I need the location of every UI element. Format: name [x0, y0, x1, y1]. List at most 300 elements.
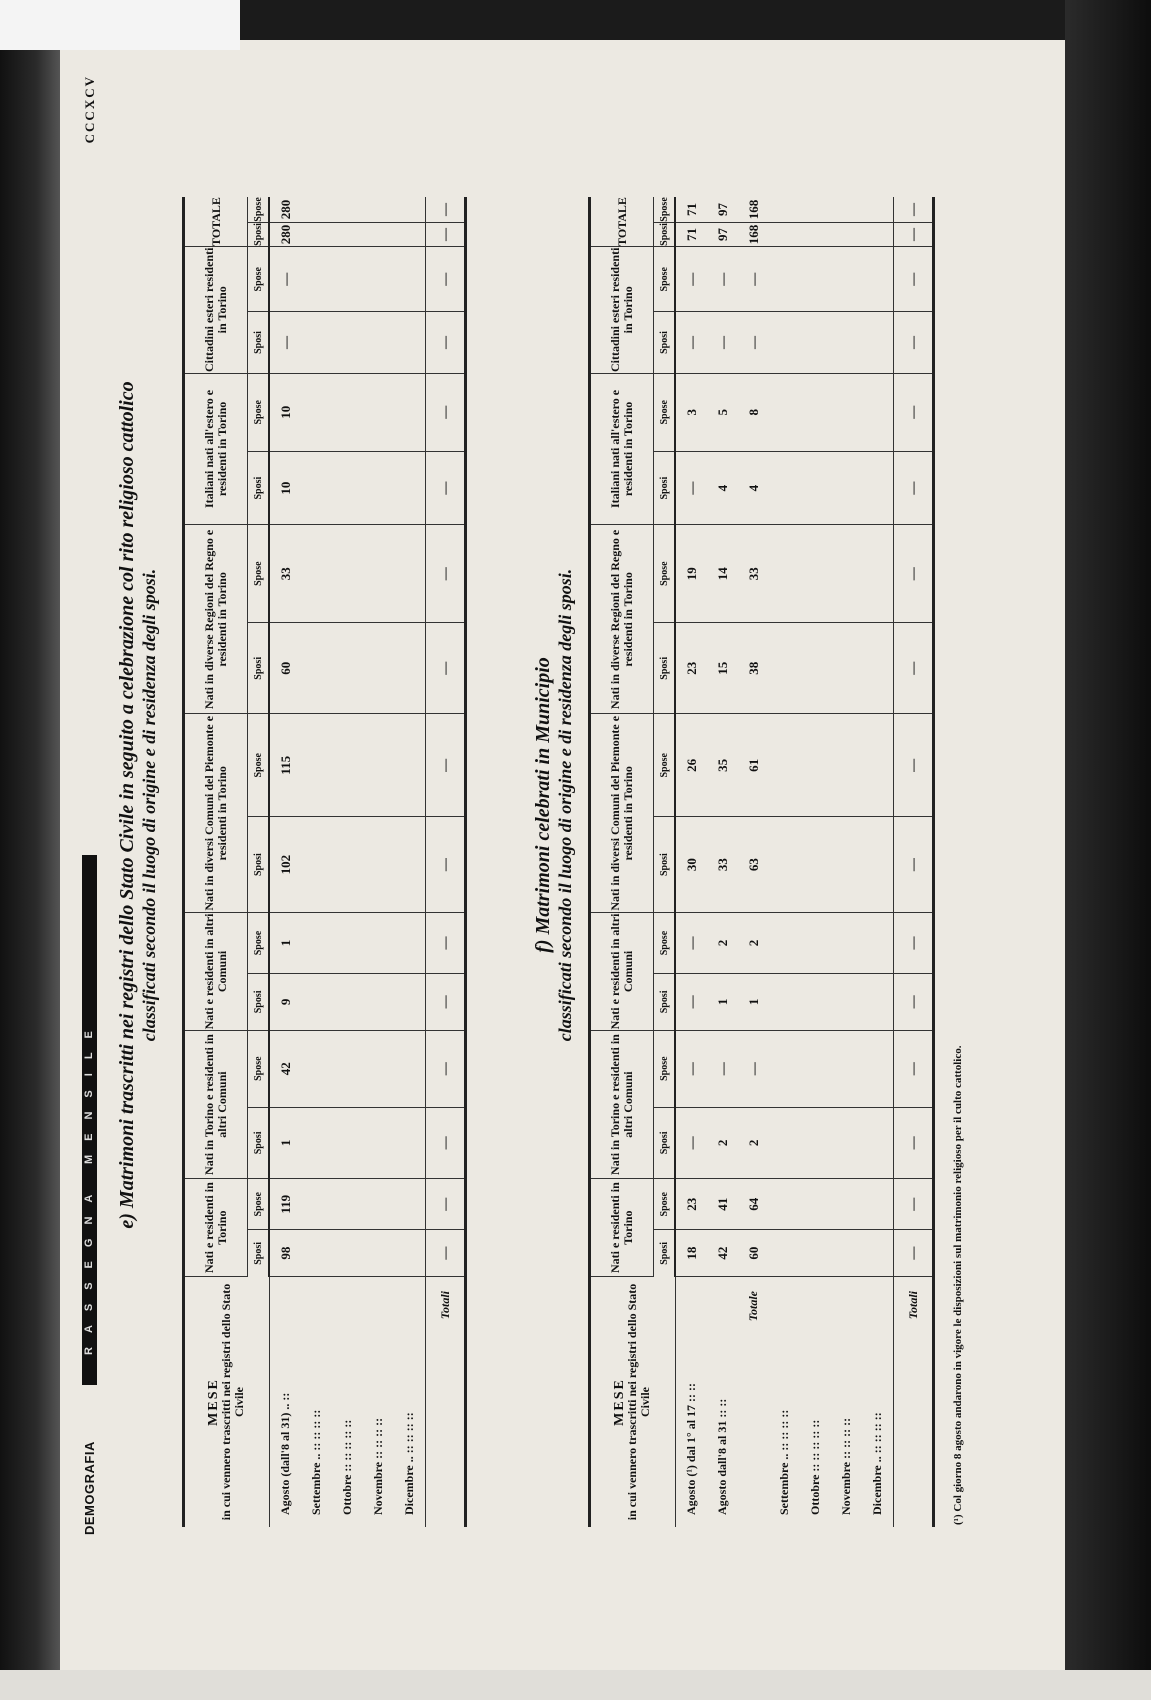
row-label: Dicembre .. :: :: :: :: — [402, 1412, 416, 1515]
subheader-spose: Spose — [654, 525, 676, 623]
subheader-sposi: Sposi — [654, 222, 676, 246]
subheader-sposi: Sposi — [654, 817, 676, 913]
group-header: Nati e residenti in altri Comuni — [590, 913, 654, 1031]
table-cell — [301, 222, 332, 246]
row-label: Novembre :: :: :: :: — [839, 1417, 853, 1515]
table-cell — [862, 451, 894, 524]
table-row — [394, 197, 426, 1527]
month-header-title: MESE — [612, 1378, 628, 1426]
table-cell — [800, 197, 831, 222]
table-cell — [394, 1230, 426, 1277]
table-cell — [301, 973, 332, 1030]
month-header — [590, 1277, 676, 1528]
group-header: TOTALE — [184, 197, 248, 247]
table-cell — [363, 197, 394, 222]
table-cell: 14 — [707, 525, 738, 623]
group-header: Nati e residenti in Torino — [590, 1179, 654, 1277]
table-cell — [862, 973, 894, 1030]
subheader-spose: Spose — [248, 247, 270, 312]
table-cell — [862, 1107, 894, 1179]
table-cell — [394, 197, 426, 222]
table-cell: 23 — [675, 623, 707, 714]
table-cell: 60 — [269, 623, 301, 714]
table-cell — [301, 623, 332, 714]
table-cell — [363, 312, 394, 373]
table-cell — [394, 222, 426, 246]
table-cell — [831, 222, 862, 246]
table-row — [769, 197, 800, 1527]
table-cell — [862, 714, 894, 817]
table-f-title-line2: classificati secondo il luogo di origine e di residenza degli sposi. — [555, 568, 575, 1042]
table-cell — [831, 1107, 862, 1179]
group-header: Nati in diverse Regioni del Regno e residenti in Torino — [184, 525, 248, 714]
subheader-spose: Spose — [654, 1030, 676, 1107]
table-cell: 63 — [738, 817, 769, 913]
table-cell — [332, 714, 363, 817]
table-cell — [862, 373, 894, 451]
table-cell — [769, 451, 800, 524]
table-cell: 38 — [738, 623, 769, 714]
table-cell — [769, 247, 800, 312]
table-cell — [394, 973, 426, 1030]
table-e-title — [116, 75, 160, 1535]
row-label: Agosto (¹) dal 1° al 17 :: :: — [683, 1382, 698, 1515]
month-header-title: MESE — [206, 1378, 222, 1426]
table-cell — [394, 451, 426, 524]
table-cell — [332, 913, 363, 974]
table-cell: — — [675, 312, 707, 373]
table-cell — [769, 222, 800, 246]
totals-cell: — — [426, 913, 466, 974]
table-f — [588, 197, 935, 1527]
table-cell — [831, 1030, 862, 1107]
totals-cell: — — [426, 714, 466, 817]
table-cell — [394, 373, 426, 451]
totals-cell: — — [426, 817, 466, 913]
table-cell — [394, 312, 426, 373]
table-cell: 5 — [707, 373, 738, 451]
totals-cell: — — [894, 247, 934, 312]
table-cell — [301, 817, 332, 913]
group-header: Nati in Torino e residenti in altri Comuni — [184, 1030, 248, 1178]
table-cell — [800, 312, 831, 373]
table-cell — [800, 1230, 831, 1277]
table-cell: 10 — [269, 451, 301, 524]
table-cell — [363, 247, 394, 312]
table-cell: 35 — [707, 714, 738, 817]
table-cell: 64 — [738, 1179, 769, 1230]
subheader-sposi: Sposi — [248, 1107, 270, 1179]
group-header: Nati in diverse Regioni del Regno e residenti in Torino — [590, 525, 654, 714]
totals-cell: — — [426, 197, 466, 222]
totals-cell: — — [426, 1179, 466, 1230]
table-cell — [800, 247, 831, 312]
table-cell — [332, 222, 363, 246]
table-cell: 102 — [269, 817, 301, 913]
table-cell — [363, 451, 394, 524]
table-cell — [769, 623, 800, 714]
totals-cell: — — [894, 525, 934, 623]
table-cell — [862, 817, 894, 913]
table-cell — [394, 525, 426, 623]
right-scan-border — [1065, 0, 1151, 1700]
group-header: Nati in Torino e residenti in altri Comuni — [590, 1030, 654, 1178]
totals-cell: — — [426, 525, 466, 623]
group-header: Nati in diversi Comuni del Piemonte e residenti in Torino — [184, 714, 248, 913]
table-cell — [332, 1030, 363, 1107]
table-cell — [394, 1030, 426, 1107]
table-cell: — — [675, 1030, 707, 1107]
table-cell — [769, 714, 800, 817]
table-cell: 41 — [707, 1179, 738, 1230]
table-cell — [301, 1230, 332, 1277]
totals-cell: — — [894, 312, 934, 373]
subheader-sposi: Sposi — [248, 451, 270, 524]
group-header: Cittadini esteri residenti in Torino — [590, 247, 654, 374]
table-cell: 119 — [269, 1179, 301, 1230]
subheader-sposi: Sposi — [248, 1230, 270, 1277]
table-cell — [831, 247, 862, 312]
month-header-subtitle: in cui vennero trascritti nei registri dello Stato Civile — [219, 1283, 247, 1521]
table-cell — [363, 623, 394, 714]
totals-label: Totali — [426, 1277, 466, 1528]
table-cell — [394, 913, 426, 974]
row-label: Ottobre :: :: :: :: :: — [808, 1419, 822, 1515]
table-cell — [862, 623, 894, 714]
table-cell: 19 — [675, 525, 707, 623]
table-cell — [769, 973, 800, 1030]
totals-cell: — — [426, 451, 466, 524]
table-cell — [332, 451, 363, 524]
table-row — [800, 197, 831, 1527]
subheader-sposi: Sposi — [248, 222, 270, 246]
table-cell: 168 — [738, 222, 769, 246]
table-cell — [831, 817, 862, 913]
rotated-page-content — [76, 75, 976, 1535]
table-cell — [831, 1179, 862, 1230]
totals-cell: — — [426, 247, 466, 312]
subheader-sposi: Sposi — [654, 623, 676, 714]
subheader-spose: Spose — [248, 913, 270, 974]
table-cell — [332, 312, 363, 373]
subheader-spose: Spose — [654, 1179, 676, 1230]
month-header-subtitle: in cui vennero trascritti nei registri dello Stato Civile — [625, 1283, 653, 1521]
group-header: Nati e residenti in Torino — [184, 1179, 248, 1277]
footnote: (¹) Col giorno 8 agosto andarono in vigore le disposizioni sul matrimonio religioso per il culto cattolico. — [952, 1045, 964, 1525]
subheader-sposi: Sposi — [654, 1230, 676, 1277]
table-cell — [394, 714, 426, 817]
subheader-spose: Spose — [248, 714, 270, 817]
table-cell: 4 — [707, 451, 738, 524]
table-cell: 2 — [707, 1107, 738, 1179]
table-cell — [800, 1179, 831, 1230]
table-cell: 23 — [675, 1179, 707, 1230]
table-cell — [301, 247, 332, 312]
table-cell: 33 — [738, 525, 769, 623]
table-cell — [394, 817, 426, 913]
table-cell — [301, 525, 332, 623]
group-header: Nati in diversi Comuni del Piemonte e residenti in Torino — [590, 714, 654, 913]
totals-cell: — — [426, 973, 466, 1030]
table-cell: — — [675, 451, 707, 524]
table-cell — [862, 525, 894, 623]
table-cell — [332, 1179, 363, 1230]
table-cell: 280 — [269, 222, 301, 246]
totals-cell: — — [426, 222, 466, 246]
table-cell: 97 — [707, 222, 738, 246]
subheader-spose: Spose — [248, 197, 270, 222]
table-cell: — — [707, 1030, 738, 1107]
group-header: TOTALE — [590, 197, 654, 247]
table-cell — [862, 222, 894, 246]
table-cell — [332, 525, 363, 623]
table-cell: 2 — [707, 913, 738, 974]
header-page-number: CCCXCV — [82, 75, 97, 144]
month-header — [184, 1277, 270, 1528]
table-cell — [769, 913, 800, 974]
table-cell — [800, 373, 831, 451]
table-cell: 61 — [738, 714, 769, 817]
table-cell: 26 — [675, 714, 707, 817]
table-cell: 18 — [675, 1230, 707, 1277]
table-cell — [363, 973, 394, 1030]
table-cell: 115 — [269, 714, 301, 817]
totals-cell: — — [894, 222, 934, 246]
table-cell: — — [738, 247, 769, 312]
totals-cell: — — [426, 373, 466, 451]
table-cell — [363, 817, 394, 913]
table-row — [363, 197, 394, 1527]
subheader-spose: Spose — [654, 247, 676, 312]
table-cell: 42 — [269, 1030, 301, 1107]
table-cell: — — [738, 312, 769, 373]
row-label: Ottobre :: :: :: :: :: — [340, 1419, 354, 1515]
table-cell — [394, 1179, 426, 1230]
subheader-spose: Spose — [654, 197, 676, 222]
subheader-sposi: Sposi — [654, 451, 676, 524]
table-cell — [363, 1179, 394, 1230]
totals-cell: — — [426, 312, 466, 373]
totals-cell: — — [894, 817, 934, 913]
table-e-title-line2: classificati secondo il luogo di origine e di residenza degli sposi. — [139, 568, 159, 1042]
table-cell — [769, 1107, 800, 1179]
subheader-spose: Spose — [654, 373, 676, 451]
table-cell: — — [707, 247, 738, 312]
totals-row — [426, 197, 466, 1527]
subheader-sposi: Sposi — [654, 312, 676, 373]
subheader-sposi: Sposi — [654, 973, 676, 1030]
table-cell: 8 — [738, 373, 769, 451]
table-cell — [332, 817, 363, 913]
table-row — [831, 197, 862, 1527]
table-cell — [301, 451, 332, 524]
table-cell — [301, 1107, 332, 1179]
header-band: RASSEGNA MENSILE — [82, 855, 97, 1385]
header-section: DEMOGRAFIA — [82, 1441, 97, 1535]
table-cell — [831, 973, 862, 1030]
row-label: Settembre .. :: :: :: :: — [309, 1409, 323, 1515]
table-cell — [363, 222, 394, 246]
table-cell: — — [269, 312, 301, 373]
table-cell — [800, 714, 831, 817]
totals-cell: — — [894, 451, 934, 524]
table-cell — [862, 1030, 894, 1107]
subheader-spose: Spose — [248, 1179, 270, 1230]
row-label: Dicembre .. :: :: :: :: — [870, 1412, 884, 1515]
table-cell — [332, 247, 363, 312]
table-row — [332, 197, 363, 1527]
scan-corner — [0, 0, 240, 50]
table-cell — [769, 197, 800, 222]
subheader-spose: Spose — [248, 373, 270, 451]
table-cell — [301, 714, 332, 817]
row-label: Agosto dall'8 al 31 :: :: — [715, 1398, 729, 1515]
table-cell — [831, 623, 862, 714]
table-row — [738, 197, 769, 1527]
table-cell — [363, 714, 394, 817]
table-cell — [332, 1230, 363, 1277]
table-cell — [394, 1107, 426, 1179]
table-cell: 2 — [738, 1107, 769, 1179]
totals-cell: — — [894, 1179, 934, 1230]
table-cell: 33 — [269, 525, 301, 623]
table-cell — [332, 623, 363, 714]
table-cell: 9 — [269, 973, 301, 1030]
table-cell — [363, 1030, 394, 1107]
table-cell — [363, 1107, 394, 1179]
table-cell: — — [269, 247, 301, 312]
table-cell: 2 — [738, 913, 769, 974]
subheader-sposi: Sposi — [248, 817, 270, 913]
totals-cell: — — [426, 1107, 466, 1179]
totals-cell: — — [894, 623, 934, 714]
totals-cell: — — [894, 373, 934, 451]
row-label: Novembre :: :: :: :: — [371, 1417, 385, 1515]
table-cell — [363, 525, 394, 623]
table-cell: 33 — [707, 817, 738, 913]
group-header: Nati e residenti in altri Comuni — [184, 913, 248, 1031]
totals-cell: — — [426, 1030, 466, 1107]
subheader-sposi: Sposi — [248, 973, 270, 1030]
running-header — [76, 75, 102, 1535]
table-cell — [769, 817, 800, 913]
table-cell — [800, 222, 831, 246]
table-cell — [831, 312, 862, 373]
subheader-sposi: Sposi — [654, 1107, 676, 1179]
table-row — [269, 197, 301, 1527]
group-header: Italiani nati all'estero e residenti in Torino — [590, 373, 654, 525]
table-cell — [800, 1107, 831, 1179]
table-cell — [800, 525, 831, 623]
table-cell — [769, 525, 800, 623]
table-cell — [769, 1230, 800, 1277]
table-cell: 60 — [738, 1230, 769, 1277]
totals-cell: — — [426, 623, 466, 714]
table-cell: 168 — [738, 197, 769, 222]
table-cell — [301, 197, 332, 222]
table-cell — [862, 247, 894, 312]
table-cell — [332, 197, 363, 222]
table-cell — [831, 714, 862, 817]
table-cell — [332, 973, 363, 1030]
table-cell — [800, 817, 831, 913]
table-row — [675, 197, 707, 1527]
table-cell — [862, 913, 894, 974]
totals-cell: — — [894, 1230, 934, 1277]
table-cell: — — [675, 247, 707, 312]
row-label: Totale — [746, 1291, 760, 1322]
table-cell — [769, 373, 800, 451]
table-cell — [769, 1030, 800, 1107]
totals-cell: — — [894, 913, 934, 974]
table-cell: — — [675, 973, 707, 1030]
table-cell — [769, 1179, 800, 1230]
subheader-spose: Spose — [654, 913, 676, 974]
table-cell — [831, 525, 862, 623]
totals-label: Totali — [894, 1277, 934, 1528]
table-cell: 1 — [269, 913, 301, 974]
table-cell — [301, 373, 332, 451]
table-cell — [394, 247, 426, 312]
table-cell — [363, 913, 394, 974]
bottom-scan-border — [0, 1670, 1151, 1700]
table-cell — [862, 1179, 894, 1230]
totals-cell: — — [894, 197, 934, 222]
totals-cell: — — [894, 1030, 934, 1107]
table-cell — [831, 913, 862, 974]
subheader-spose: Spose — [654, 714, 676, 817]
table-e — [182, 197, 467, 1527]
table-cell — [363, 373, 394, 451]
table-cell: 3 — [675, 373, 707, 451]
subheader-sposi: Sposi — [248, 312, 270, 373]
table-cell: — — [738, 1030, 769, 1107]
table-cell — [831, 197, 862, 222]
table-cell — [301, 1179, 332, 1230]
table-cell: 1 — [738, 973, 769, 1030]
table-cell: 30 — [675, 817, 707, 913]
table-cell — [862, 312, 894, 373]
table-cell: 98 — [269, 1230, 301, 1277]
table-cell — [332, 1107, 363, 1179]
table-cell — [831, 451, 862, 524]
table-cell — [862, 1230, 894, 1277]
totals-cell: — — [426, 1230, 466, 1277]
table-cell: 42 — [707, 1230, 738, 1277]
table-cell — [800, 451, 831, 524]
table-cell — [800, 1030, 831, 1107]
totals-cell: — — [894, 1107, 934, 1179]
table-cell — [769, 312, 800, 373]
table-row — [707, 197, 738, 1527]
table-cell — [301, 913, 332, 974]
table-f-title-line1: f) Matrimoni celebrati in Municipio — [532, 657, 554, 953]
table-cell — [301, 1030, 332, 1107]
subheader-spose: Spose — [248, 1030, 270, 1107]
table-cell: 4 — [738, 451, 769, 524]
table-cell — [831, 1230, 862, 1277]
group-header: Italiani nati all'estero e residenti in Torino — [184, 373, 248, 525]
group-header: Cittadini esteri residenti in Torino — [184, 247, 248, 374]
table-cell — [363, 1230, 394, 1277]
table-cell: — — [675, 1107, 707, 1179]
table-cell — [394, 623, 426, 714]
table-cell: 280 — [269, 197, 301, 222]
table-cell: 1 — [707, 973, 738, 1030]
table-cell — [862, 197, 894, 222]
totals-cell: — — [894, 973, 934, 1030]
table-cell: 71 — [675, 222, 707, 246]
